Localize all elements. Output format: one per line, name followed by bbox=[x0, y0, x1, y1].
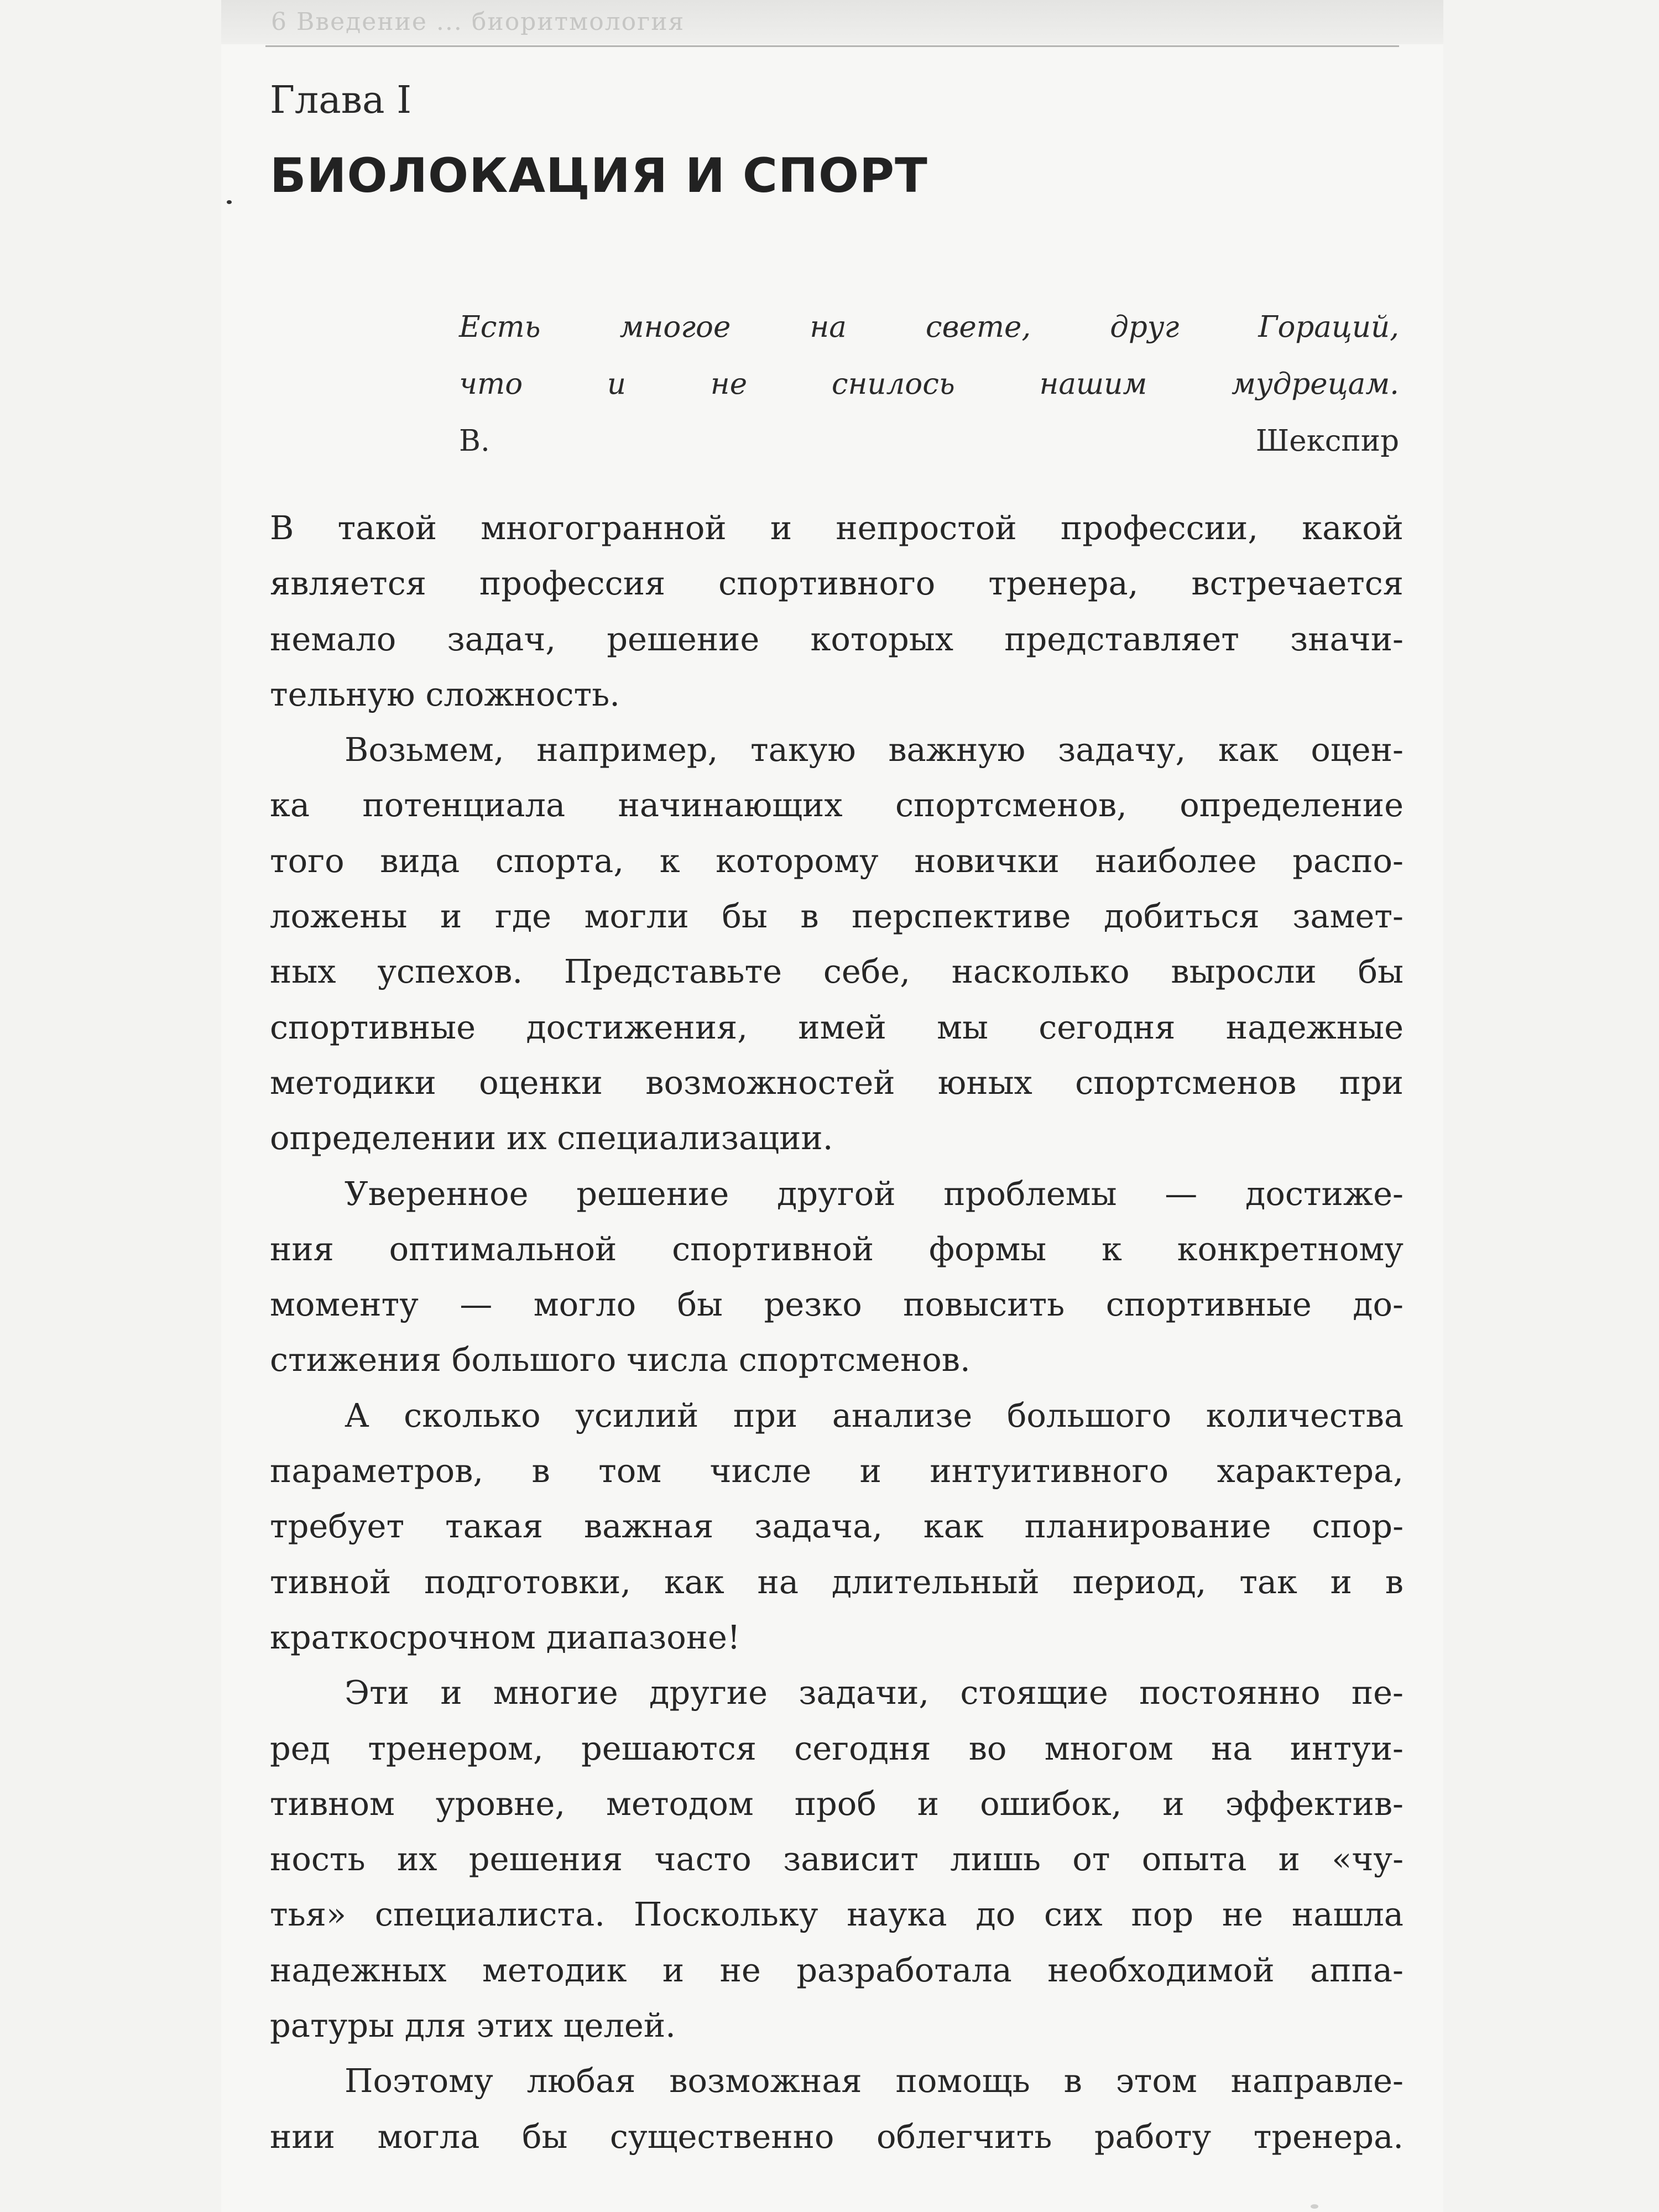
epigraph-line: Есть многое на свете, друг Гораций, bbox=[459, 310, 1399, 344]
header-rule bbox=[265, 45, 1399, 47]
paragraph-1 bbox=[270, 500, 1404, 722]
text-line: требует такая важная задача, как планирование спор- bbox=[270, 1507, 1404, 1546]
chapter-label: Глава I bbox=[270, 79, 412, 122]
text-line: немало задач, решение которых представляет значи- bbox=[270, 619, 1404, 658]
text-line: ных успехов. Представьте себе, насколько выросли бы bbox=[270, 952, 1404, 991]
book-page bbox=[221, 0, 1443, 2212]
page-mark bbox=[1311, 2204, 1318, 2209]
text-line: является профессия спортивного тренера, встречается bbox=[270, 564, 1404, 603]
body-text bbox=[270, 500, 1404, 2164]
text-line: ность их решения часто зависит лишь от опыта и «чу- bbox=[270, 1840, 1404, 1879]
text-line: ния оптимальной спортивной формы к конкретному bbox=[270, 1229, 1404, 1268]
epigraph-line: что и не снилось нашим мудрецам. bbox=[459, 367, 1399, 401]
text-line: параметров, в том числе и интуитивного характера, bbox=[270, 1452, 1404, 1490]
text-line: ка потенциала начинающих спортсменов, определение bbox=[270, 786, 1404, 825]
chapter-title: БИОЛОКАЦИЯ И СПОРТ bbox=[270, 148, 928, 204]
text-line: Эти и многие другие задачи, стоящие постоянно пе- bbox=[345, 1673, 1404, 1712]
text-line: Возьмем, например, такую важную задачу, как оцен- bbox=[345, 731, 1404, 769]
text-line: тивном уровне, методом проб и ошибок, и эффектив- bbox=[270, 1784, 1404, 1823]
print-speck bbox=[227, 200, 232, 204]
text-line: краткосрочном диапазоне! bbox=[270, 1618, 740, 1656]
text-line: методики оценки возможностей юных спортсменов при bbox=[270, 1063, 1404, 1102]
text-line: ред тренером, решаются сегодня во многом на интуи- bbox=[270, 1729, 1404, 1767]
text-line: тивной подготовки, как на длительный период, так и в bbox=[270, 1562, 1404, 1601]
text-line: тья» специалиста. Поскольку наука до сих пор не нашла bbox=[270, 1895, 1404, 1934]
text-line: моменту — могло бы резко повысить спортивные до- bbox=[270, 1285, 1404, 1324]
text-line: ложены и где могли бы в перспективе добиться замет- bbox=[270, 897, 1404, 936]
paragraph-5 bbox=[270, 1665, 1404, 2053]
text-line: В такой многогранной и непростой профессии, какой bbox=[270, 509, 1404, 547]
epigraph bbox=[459, 299, 1399, 469]
running-header: 6 Введение ... биоритмология bbox=[271, 8, 685, 36]
text-line: стижения большого числа спортсменов. bbox=[270, 1340, 971, 1379]
epigraph-author: В. Шекспир bbox=[459, 424, 1399, 458]
paragraph-2 bbox=[270, 722, 1404, 1166]
text-line: Поэтому любая возможная помощь в этом направле- bbox=[345, 2062, 1404, 2100]
text-line: тельную сложность. bbox=[270, 675, 620, 713]
text-line: нии могла бы существенно облегчить работу тренера. bbox=[270, 2117, 1404, 2156]
text-line: определении их специализации. bbox=[270, 1119, 833, 1157]
paragraph-4 bbox=[270, 1388, 1404, 1665]
text-line: надежных методик и не разработала необходимой аппа- bbox=[270, 1950, 1404, 1989]
text-line: того вида спорта, к которому новички наиболее распо- bbox=[270, 841, 1404, 880]
text-line: Уверенное решение другой проблемы — достиже- bbox=[345, 1174, 1404, 1213]
paragraph-3 bbox=[270, 1166, 1404, 1388]
paragraph-6 bbox=[270, 2053, 1404, 2164]
text-line: ратуры для этих целей. bbox=[270, 2006, 676, 2045]
text-line: А сколько усилий при анализе большого количества bbox=[345, 1396, 1404, 1434]
text-line: спортивные достижения, имей мы сегодня надежные bbox=[270, 1008, 1404, 1046]
